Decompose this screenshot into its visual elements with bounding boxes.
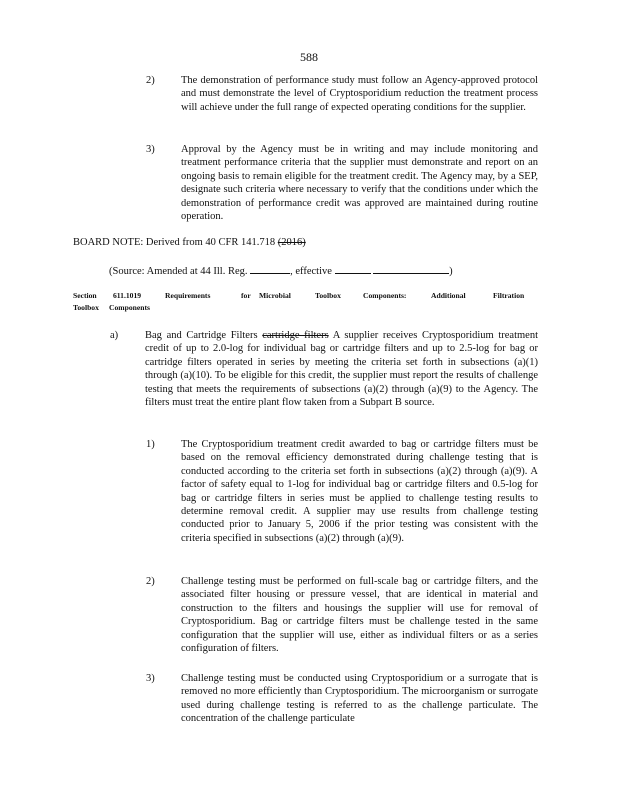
heading-word: for — [241, 291, 251, 300]
blank-effective-date — [335, 263, 371, 274]
source-note — [109, 263, 453, 278]
item-marker: 2) — [146, 576, 155, 587]
board-note-struck-year: (2016) — [277, 237, 306, 248]
item-marker: 2) — [146, 75, 155, 86]
item-a-lead: Bag and Cartridge Filters — [145, 330, 263, 341]
paragraph-item-3: Approval by the Agency must be in writing and may include monitoring and treatment performance criteria that the supplier must demonstrate and report on an ongoing basis to remain eligible for the treatment credit. The Agency may, by a SEP, designate such criteria where necessary to verify that the conditions under which the demonstration of performance credit was approved are maintained during routine operation. — [181, 144, 538, 223]
item-marker: 3) — [146, 144, 155, 155]
heading-word: Components: — [363, 291, 407, 300]
heading-section-label: Section — [73, 291, 97, 300]
item-marker: a) — [110, 330, 119, 341]
heading-word: Components — [109, 303, 150, 312]
heading-word: Microbial — [259, 291, 291, 300]
board-note-text: BOARD NOTE: Derived from 40 CFR 141.718 — [73, 237, 278, 248]
paragraph-sub-2: Challenge testing must be performed on full-scale bag or cartridge filters, and the associated filter housing or pressure vessel, that are identical in material and construction to the filters and housings the supplier will use for removal of Cryptosporidium. Bag or cartridge filters must be challenge tested in the same configuration that the supplier will use, either as individual filters or as a series configuration of filters. — [181, 576, 538, 655]
heading-word: Toolbox — [73, 303, 99, 312]
heading-word: Additional — [431, 291, 466, 300]
paragraph-sub-1: The Cryptosporidium treatment credit awarded to bag or cartridge filters must be based on the removal efficiency demonstrated during challenge testing that is conducted according to the criteria set forth in subsections (a)(2) through (a)(9). A factor of safety equal to 1-log for individual bag or cartridge filters and 0.5-log for bag or cartridge filters in series must be applied to challenge testing results to determine removal credit. A supplier may use results from challenge testing conducted prior to January 5, 2006 if the prior testing was consistent with the criteria specified in subsections (a)(2) through (a)(9). — [181, 439, 538, 544]
item-a-text: A supplier receives Cryptosporidium treatment credit of up to 2.0-log for individual bag or cartridge filters and up to 2.5-log for bag or cartridge filters operated in series by meeting the criteria set forth in subsections (a)(1) through (a)(10). To be eligible for this credit, the supplier must report the results of challenge testing that meets the requirements of subsections (a)(2) through (a)(9) to the Agency. The filters must treat the entire plant flow taken from a Subpart B source. — [145, 330, 539, 409]
paragraph-item-a — [145, 329, 538, 409]
heading-word: Filtration — [493, 291, 525, 300]
item-marker: 3) — [146, 673, 155, 684]
heading-section-number: 611.1019 — [113, 291, 142, 300]
paragraph-sub-3: Challenge testing must be conducted using Cryptosporidium or a surrogate that is removed no more efficiently than Cryptosporidium. The microorganism or surrogate used during challenge testing is referred to as the challenge particulate. The concentration of the challenge particulate — [181, 673, 538, 725]
item-marker: 1) — [146, 439, 155, 450]
source-close: ) — [449, 266, 453, 277]
source-effective: , effective — [290, 266, 332, 277]
item-a-struck: cartridge filters — [262, 330, 329, 341]
blank-effective-year — [373, 263, 449, 274]
blank-register-page — [250, 263, 290, 274]
heading-word: Requirements — [165, 291, 211, 300]
heading-word: Toolbox — [315, 291, 341, 300]
board-note — [73, 236, 306, 249]
source-open: (Source: Amended at 44 Ill. Reg. — [109, 266, 248, 277]
page-number: 588 — [300, 50, 318, 64]
paragraph-item-2: The demonstration of performance study must follow an Agency-approved protocol and must demonstrate the level of Cryptosporidium reduction the treatment process will achieve under the full range of expected operating conditions for the supplier. — [181, 75, 538, 113]
